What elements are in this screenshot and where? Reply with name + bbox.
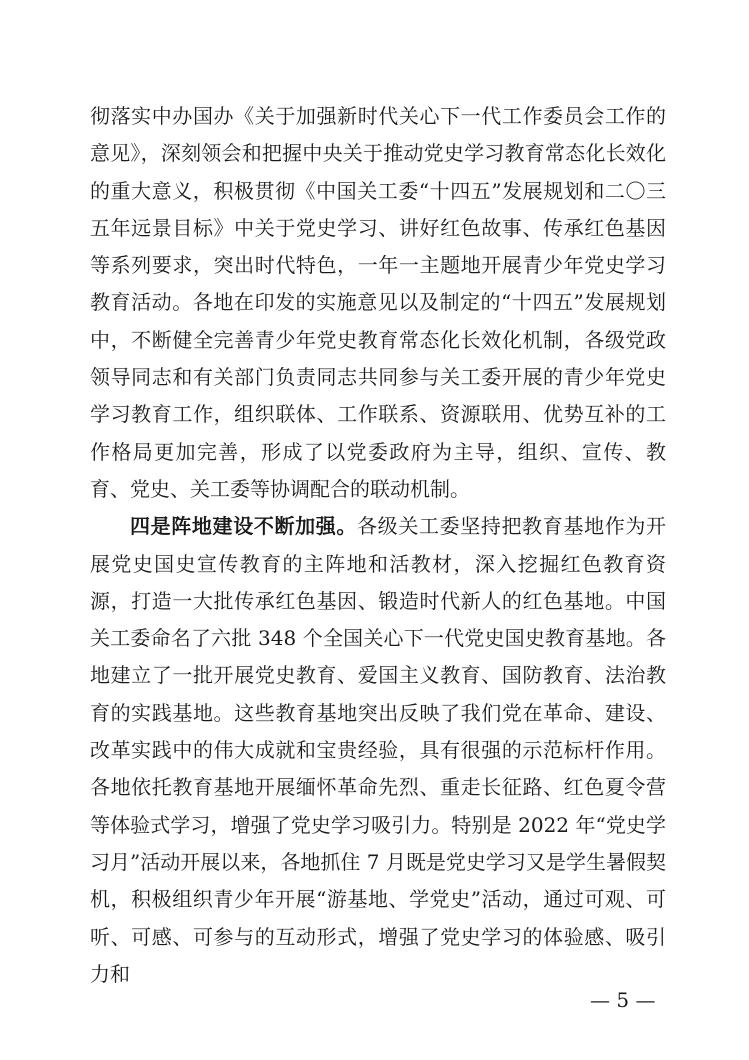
paragraph-section-four [90, 508, 666, 993]
body-text [90, 98, 666, 993]
page-number: — 5 — [590, 988, 656, 1012]
paragraph-continuation: 彻落实中办国办《关于加强新时代关心下一代工作委员会工作的意见》，深刻领会和把握中央关于推动党史学习教育常态化长效化的重大意义，积极贯彻《中国关工委“十四五”发展规划和二〇三五年远景目标》中关于党史学习、讲好红色故事、传承红色基因等系列要求，突出时代特色，一年一主题地开展青少年党史学习教育活动。各地在印发的实施意见以及制定的“十四五”发展规划中，不断健全完善青少年党史教育常态化长效化机制，各级党政领导同志和有关部门负责同志共同参与关工委开展的青少年党史学习教育工作，组织联体、工作联系、资源联用、优势互补的工作格局更加完善，形成了以党委政府为主导，组织、宣传、教育、党史、关工委等协调配合的联动机制。 [90, 104, 666, 501]
section-heading: 四是阵地建设不断加强。 [130, 514, 358, 539]
section-body: 各级关工委坚持把教育基地作为开展党史国史宣传教育的主阵地和活教材，深入挖掘红色教育资源，打造一大批传承红色基因、锻造时代新人的红色基地。中国关工委命名了六批 348 个全国关心下一代党史国史教育基地。各地建立了一批开展党史教育、爱国主义教育、国防教育、法治教育的实践基地。这些教育基地突出反映了我们党在革命、建设、改革实践中的伟大成就和宝贵经验，具有很强的示范标杆作用。各地依托教育基地开展缅怀革命先烈、重走长征路、红色夏令营等体验式学习，增强了党史学习吸引力。特别是 2022 年“党史学习月”活动开展以来，各地抓住 7 月既是党史学习又是学生暑假契机，积极组织青少年开展“游基地、学党史”活动，通过可观、可听、可感、可参与的互动形式，增强了党史学习的体验感、吸引力和 [90, 514, 667, 986]
